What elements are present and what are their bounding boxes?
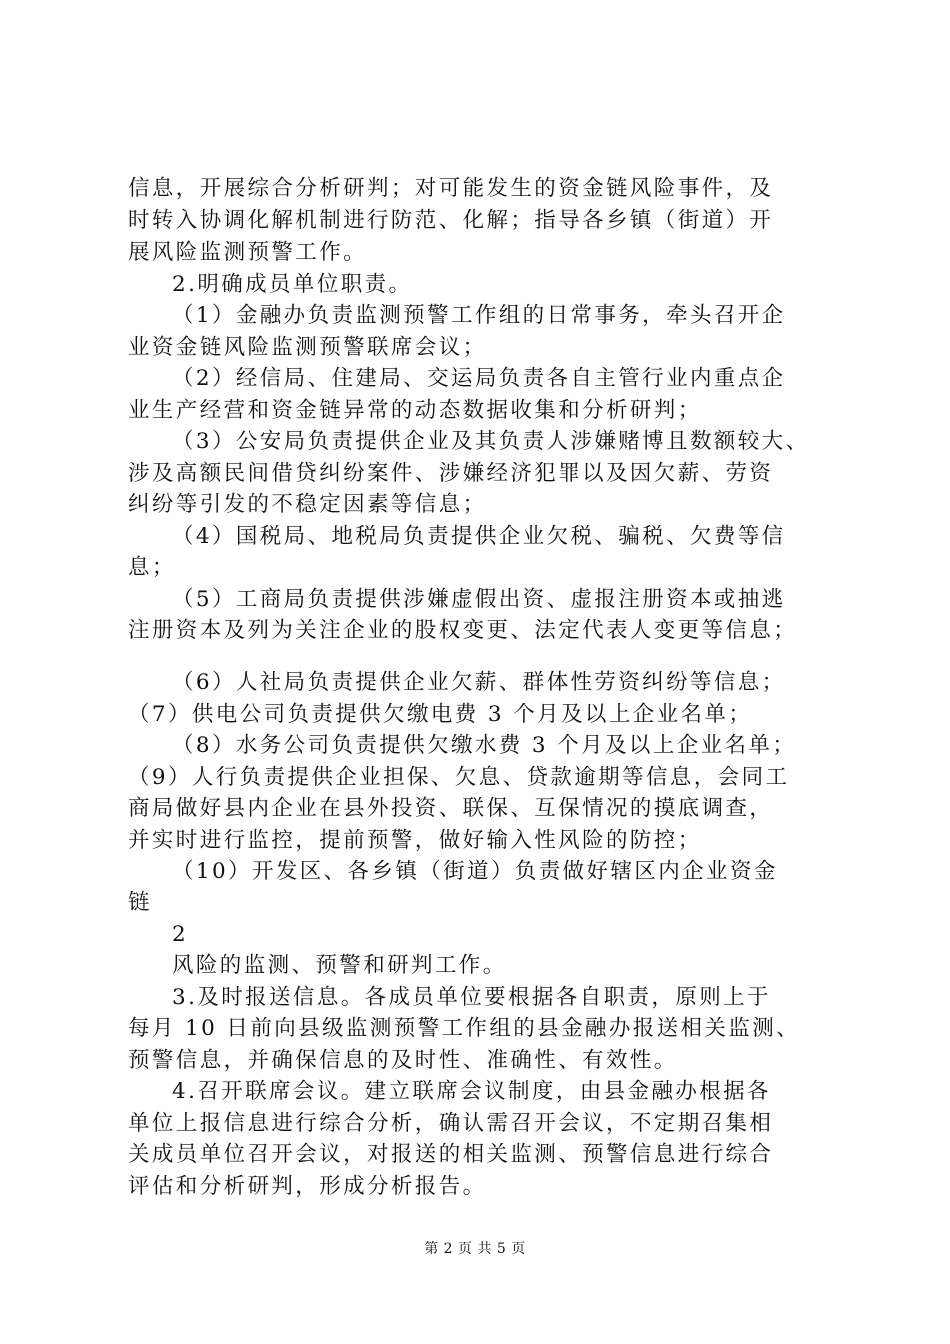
body-line: 息； xyxy=(128,555,176,580)
body-line: （1）金融办负责监测预警工作组的日常事务，牵头召开企 xyxy=(172,303,786,328)
body-line: 展风险监测预警工作。 xyxy=(128,240,368,265)
body-line: 评估和分析研判，形成分析报告。 xyxy=(128,1174,487,1199)
body-line: 4.召开联席会议。建立联席会议制度，由县金融办根据各 xyxy=(172,1079,771,1104)
body-line: 时转入协调化解机制进行防范、化解；指导各乡镇（街道）开 xyxy=(128,208,774,233)
body-line: 链 xyxy=(128,890,152,915)
body-line: （4）国税局、地税局负责提供企业欠税、骗税、欠费等信 xyxy=(172,524,786,549)
body-line: （9）人行负责提供企业担保、欠息、贷款逾期等信息，会同工 xyxy=(128,765,790,790)
body-line: 涉及高额民间借贷纠纷案件、涉嫌经济犯罪以及因欠薪、劳资 xyxy=(128,461,774,486)
body-line: 并实时进行监控，提前预警，做好输入性风险的防控； xyxy=(128,828,702,853)
body-line: 风险的监测、预警和研判工作。 xyxy=(172,953,507,978)
body-line: 纠纷等引发的不稳定因素等信息； xyxy=(128,492,487,517)
body-line: 每月 10 日前向县级监测预警工作组的县金融办报送相关监测、 xyxy=(128,1016,801,1041)
body-line: （7）供电公司负责提供欠缴电费 3 个月及以上企业名单； xyxy=(128,702,753,727)
body-line: 业生产经营和资金链异常的动态数据收集和分析研判； xyxy=(128,398,702,423)
inline-page-number: 2 xyxy=(172,922,189,947)
body-line: （5）工商局负责提供涉嫌虚假出资、虚报注册资本或抽逃 xyxy=(172,587,786,612)
body-line: 信息，开展综合分析研判；对可能发生的资金链风险事件，及 xyxy=(128,176,774,201)
body-line: 2.明确成员单位职责。 xyxy=(172,272,413,297)
body-line: 预警信息，并确保信息的及时性、准确性、有效性。 xyxy=(128,1048,678,1073)
body-line: （2）经信局、住建局、交运局负责各自主管行业内重点企 xyxy=(172,366,786,391)
body-line: （6）人社局负责提供企业欠薪、群体性劳资纠纷等信息； xyxy=(172,670,786,695)
page-footer: 第 2 页 共 5 页 xyxy=(424,1241,526,1257)
body-line: 商局做好县内企业在县外投资、联保、互保情况的摸底调查， xyxy=(128,796,774,821)
body-line: 3.及时报送信息。各成员单位要根据各自职责，原则上于 xyxy=(172,985,771,1010)
body-line: 注册资本及列为关注企业的股权变更、法定代表人变更等信息； xyxy=(128,618,798,643)
body-line: （8）水务公司负责提供欠缴水费 3 个月及以上企业名单； xyxy=(172,733,797,758)
body-line: 关成员单位召开会议，对报送的相关监测、预警信息进行综合 xyxy=(128,1142,774,1167)
body-line: 业资金链风险监测预警联席会议； xyxy=(128,335,487,360)
body-line: 单位上报信息进行综合分析，确认需召开会议，不定期召集相 xyxy=(128,1111,774,1136)
body-line: （10）开发区、各乡镇（街道）负责做好辖区内企业资金 xyxy=(172,859,778,884)
body-line: （3）公安局负责提供企业及其负责人涉嫌赌博且数额较大、 xyxy=(172,429,810,454)
